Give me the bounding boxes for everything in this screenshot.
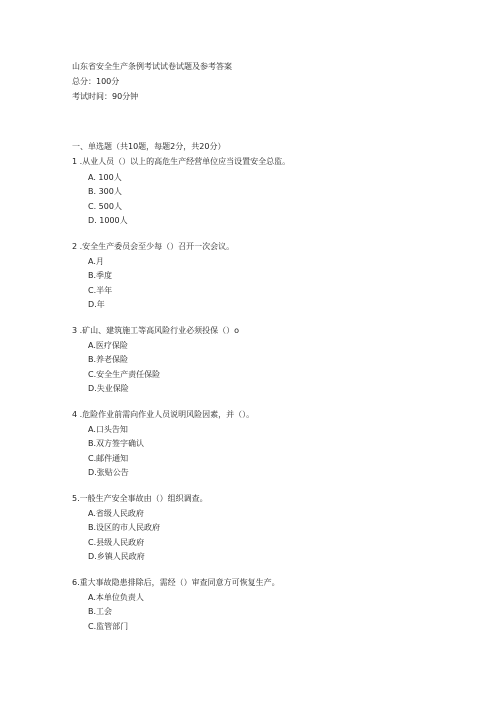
question-4-option-a: A.口头告知 [88, 425, 128, 434]
question-6-option-a: A.本单位负责人 [88, 593, 144, 602]
section-heading: 一、单选题（共10题，每题2分，共20分） [72, 142, 226, 151]
question-5-option-a: A.省级人民政府 [88, 509, 144, 518]
question-6-option-c: C.监管部门 [88, 622, 129, 631]
question-4: 4 .危险作业前需向作业人员说明风险因素，并（）。 [72, 410, 255, 419]
question-4-option-c: C.邮件通知 [88, 454, 129, 463]
question-2: 2 .安全生产委员会至少每（）召开一次会议。 [72, 242, 235, 251]
total-score: 总分：100分 [72, 77, 120, 86]
question-3: 3 .矿山、建筑施工等高风险行业必须投保（）o [72, 326, 240, 335]
question-4-option-d: D.张贴公告 [88, 468, 129, 477]
document-title: 山东省安全生产条例考试试卷试题及参考答案 [72, 62, 232, 71]
question-1-option-b: B. 300人 [88, 187, 122, 196]
question-5-option-d: D.乡镇人民政府 [88, 552, 145, 561]
question-1-option-d: D. 1000人 [88, 216, 128, 225]
question-1: 1 .从业人员（）以上的高危生产经营单位应当设置安全总监。 [72, 157, 291, 166]
question-4-option-b: B.双方签字确认 [88, 439, 145, 448]
question-3-option-b: B.养老保险 [88, 355, 129, 364]
question-2-option-c: C.半年 [88, 286, 113, 295]
question-5: 5.一般生产安全事故由（）组织调查。 [72, 494, 208, 503]
question-6-option-b: B.工会 [88, 607, 113, 616]
question-6: 6.重大事故隐患排除后，需经（）审查同意方可恢复生产。 [72, 578, 280, 587]
question-1-option-c: C. 500人 [88, 202, 122, 211]
exam-time: 考试时间：90分钟 [72, 92, 139, 101]
question-2-option-d: D.年 [88, 300, 105, 309]
question-2-option-a: A.月 [88, 257, 104, 266]
question-5-option-c: C.县级人民政府 [88, 538, 145, 547]
question-5-option-b: B.设区的市人民政府 [88, 523, 161, 532]
question-3-option-d: D.失业保险 [88, 384, 129, 393]
question-3-option-a: A.医疗保险 [88, 341, 128, 350]
question-1-option-a: A. 100人 [88, 173, 122, 182]
question-3-option-c: C.安全生产责任保险 [88, 370, 161, 379]
question-2-option-b: B.季度 [88, 271, 113, 280]
